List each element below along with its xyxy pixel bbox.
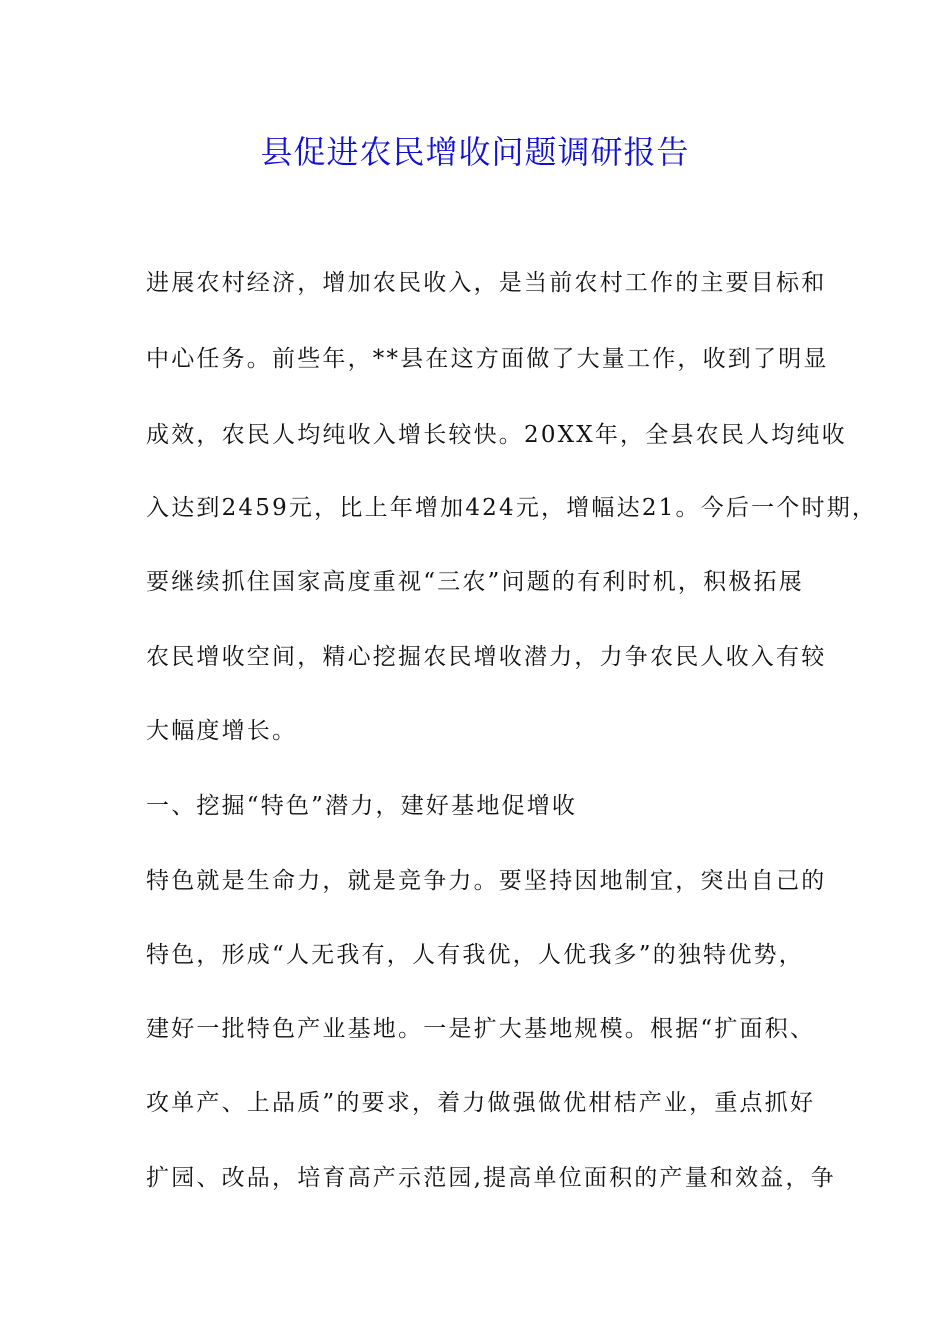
- paragraph-line: 中心任务。前些年，**县在这方面做了大量工作，收到了明显: [146, 346, 829, 372]
- section-heading: 一、挖掘“特色”潜力，建好基地促增收: [146, 793, 578, 819]
- paragraph-line: 进展农村经济，增加农民收入，是当前农村工作的主要目标和: [146, 270, 827, 296]
- paragraph-line: 农民增收空间，精心挖掘农民增收潜力，力争农民人收入有较: [146, 644, 827, 670]
- paragraph-line: 特色，形成“人无我有，人有我优，人优我多”的独特优势，: [146, 942, 804, 968]
- paragraph-line: 特色就是生命力，就是竞争力。要坚持因地制宜，突出自己的: [146, 868, 827, 894]
- paragraph-line: 大幅度增长。: [146, 718, 298, 744]
- paragraph-line: 攻单产、上品质”的要求，着力做强做优柑桔产业，重点抓好: [146, 1090, 816, 1116]
- paragraph-line: 要继续抓住国家高度重视“三农”问题的有利时机，积极拓展: [146, 569, 804, 595]
- paragraph-line: 成效，农民人均纯收入增长较快。20XX年，全县农民人均纯收: [146, 422, 847, 448]
- document-title: 县促进农民增收问题调研报告: [260, 133, 690, 171]
- paragraph-line: 入达到2459元，比上年增加424元，增幅达21。今后一个时期，: [146, 495, 878, 521]
- paragraph-line: 建好一批特色产业基地。一是扩大基地规模。根据“扩面积、: [146, 1016, 816, 1042]
- paragraph-line: 扩园、改品，培育高产示范园,提高单位面积的产量和效益，争: [146, 1165, 836, 1191]
